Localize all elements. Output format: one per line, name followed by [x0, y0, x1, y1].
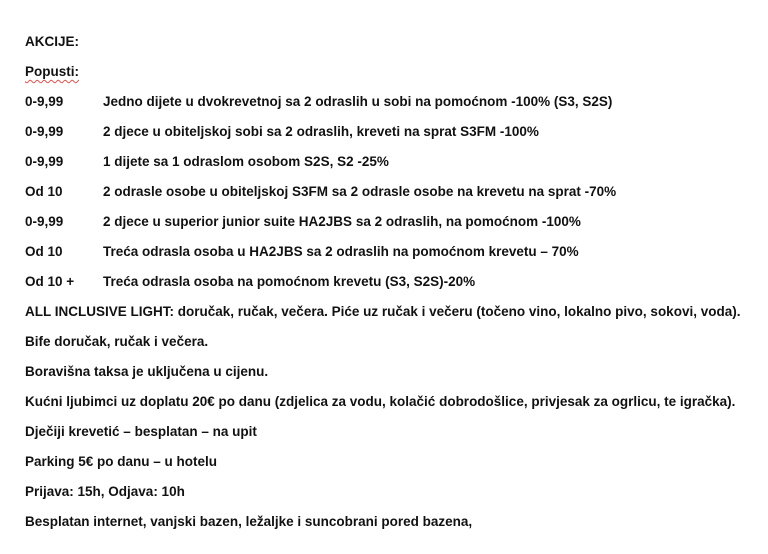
discount-age: 0-9,99	[25, 124, 64, 139]
discount-age: 0-9,99	[25, 154, 64, 169]
discount-age: Od 10	[25, 244, 63, 259]
discount-text: Jedno dijete u dvokrevetnoj sa 2 odraslih u sobi na pomoćnom -100% (S3, S2S)	[103, 94, 613, 109]
discounts-label	[25, 63, 765, 93]
info-line-tourist-tax: Boravišna taksa je uključena u cijenu.	[25, 364, 269, 379]
discount-age: Od 10 +	[25, 274, 75, 289]
discount-age: 0-9,99	[25, 94, 64, 109]
document-body	[25, 33, 765, 543]
discount-text: 2 odrasle osobe u obiteljskoj S3FM sa 2 odrasle osobe na krevetu na sprat -70%	[103, 184, 617, 199]
discount-row	[25, 93, 765, 123]
discount-age: Od 10	[25, 184, 63, 199]
discount-row	[25, 213, 765, 243]
discount-text: 1 dijete sa 1 odraslom osobom S2S, S2 -25%	[103, 154, 389, 169]
discount-age: 0-9,99	[25, 214, 64, 229]
discount-text: Treća odrasla osoba u HA2JBS sa 2 odraslih na pomoćnom krevetu – 70%	[103, 244, 579, 259]
discount-row	[25, 183, 765, 213]
info-line-parking: Parking 5€ po danu – u hotelu	[25, 454, 218, 469]
discount-text: 2 djece u obiteljskoj sobi sa 2 odraslih, kreveti na sprat S3FM -100%	[103, 124, 539, 139]
info-line-buffet: Bife doručak, ručak i večera.	[25, 334, 209, 349]
discounts-label-text: Popusti:	[25, 64, 79, 79]
discount-text: Treća odrasla osoba na pomoćnom krevetu (S3, S2S)-20%	[103, 274, 476, 289]
discount-row	[25, 123, 765, 153]
discount-row	[25, 243, 765, 273]
info-line-all-inclusive: ALL INCLUSIVE LIGHT: doručak, ručak, večera. Piće uz ručak i večeru (točeno vino, lokalno pivo, sokovi, voda).	[25, 304, 741, 319]
heading: AKCIJE:	[25, 34, 80, 49]
discount-text: 2 djece u superior junior suite HA2JBS sa 2 odraslih, na pomoćnom -100%	[103, 214, 581, 229]
info-line-crib: Dječiji krevetić – besplatan – na upit	[25, 424, 257, 439]
discount-row	[25, 273, 765, 303]
discount-row	[25, 153, 765, 183]
info-line-checkin: Prijava: 15h, Odjava: 10h	[25, 484, 185, 499]
info-line-amenities: Besplatan internet, vanjski bazen, ležaljke i suncobrani pored bazena,	[25, 514, 473, 529]
info-line-pets: Kućni ljubimci uz doplatu 20€ po danu (zdjelica za vodu, kolačić dobrodošlice, privjesak za ogrlicu, te igračka).	[25, 394, 736, 409]
